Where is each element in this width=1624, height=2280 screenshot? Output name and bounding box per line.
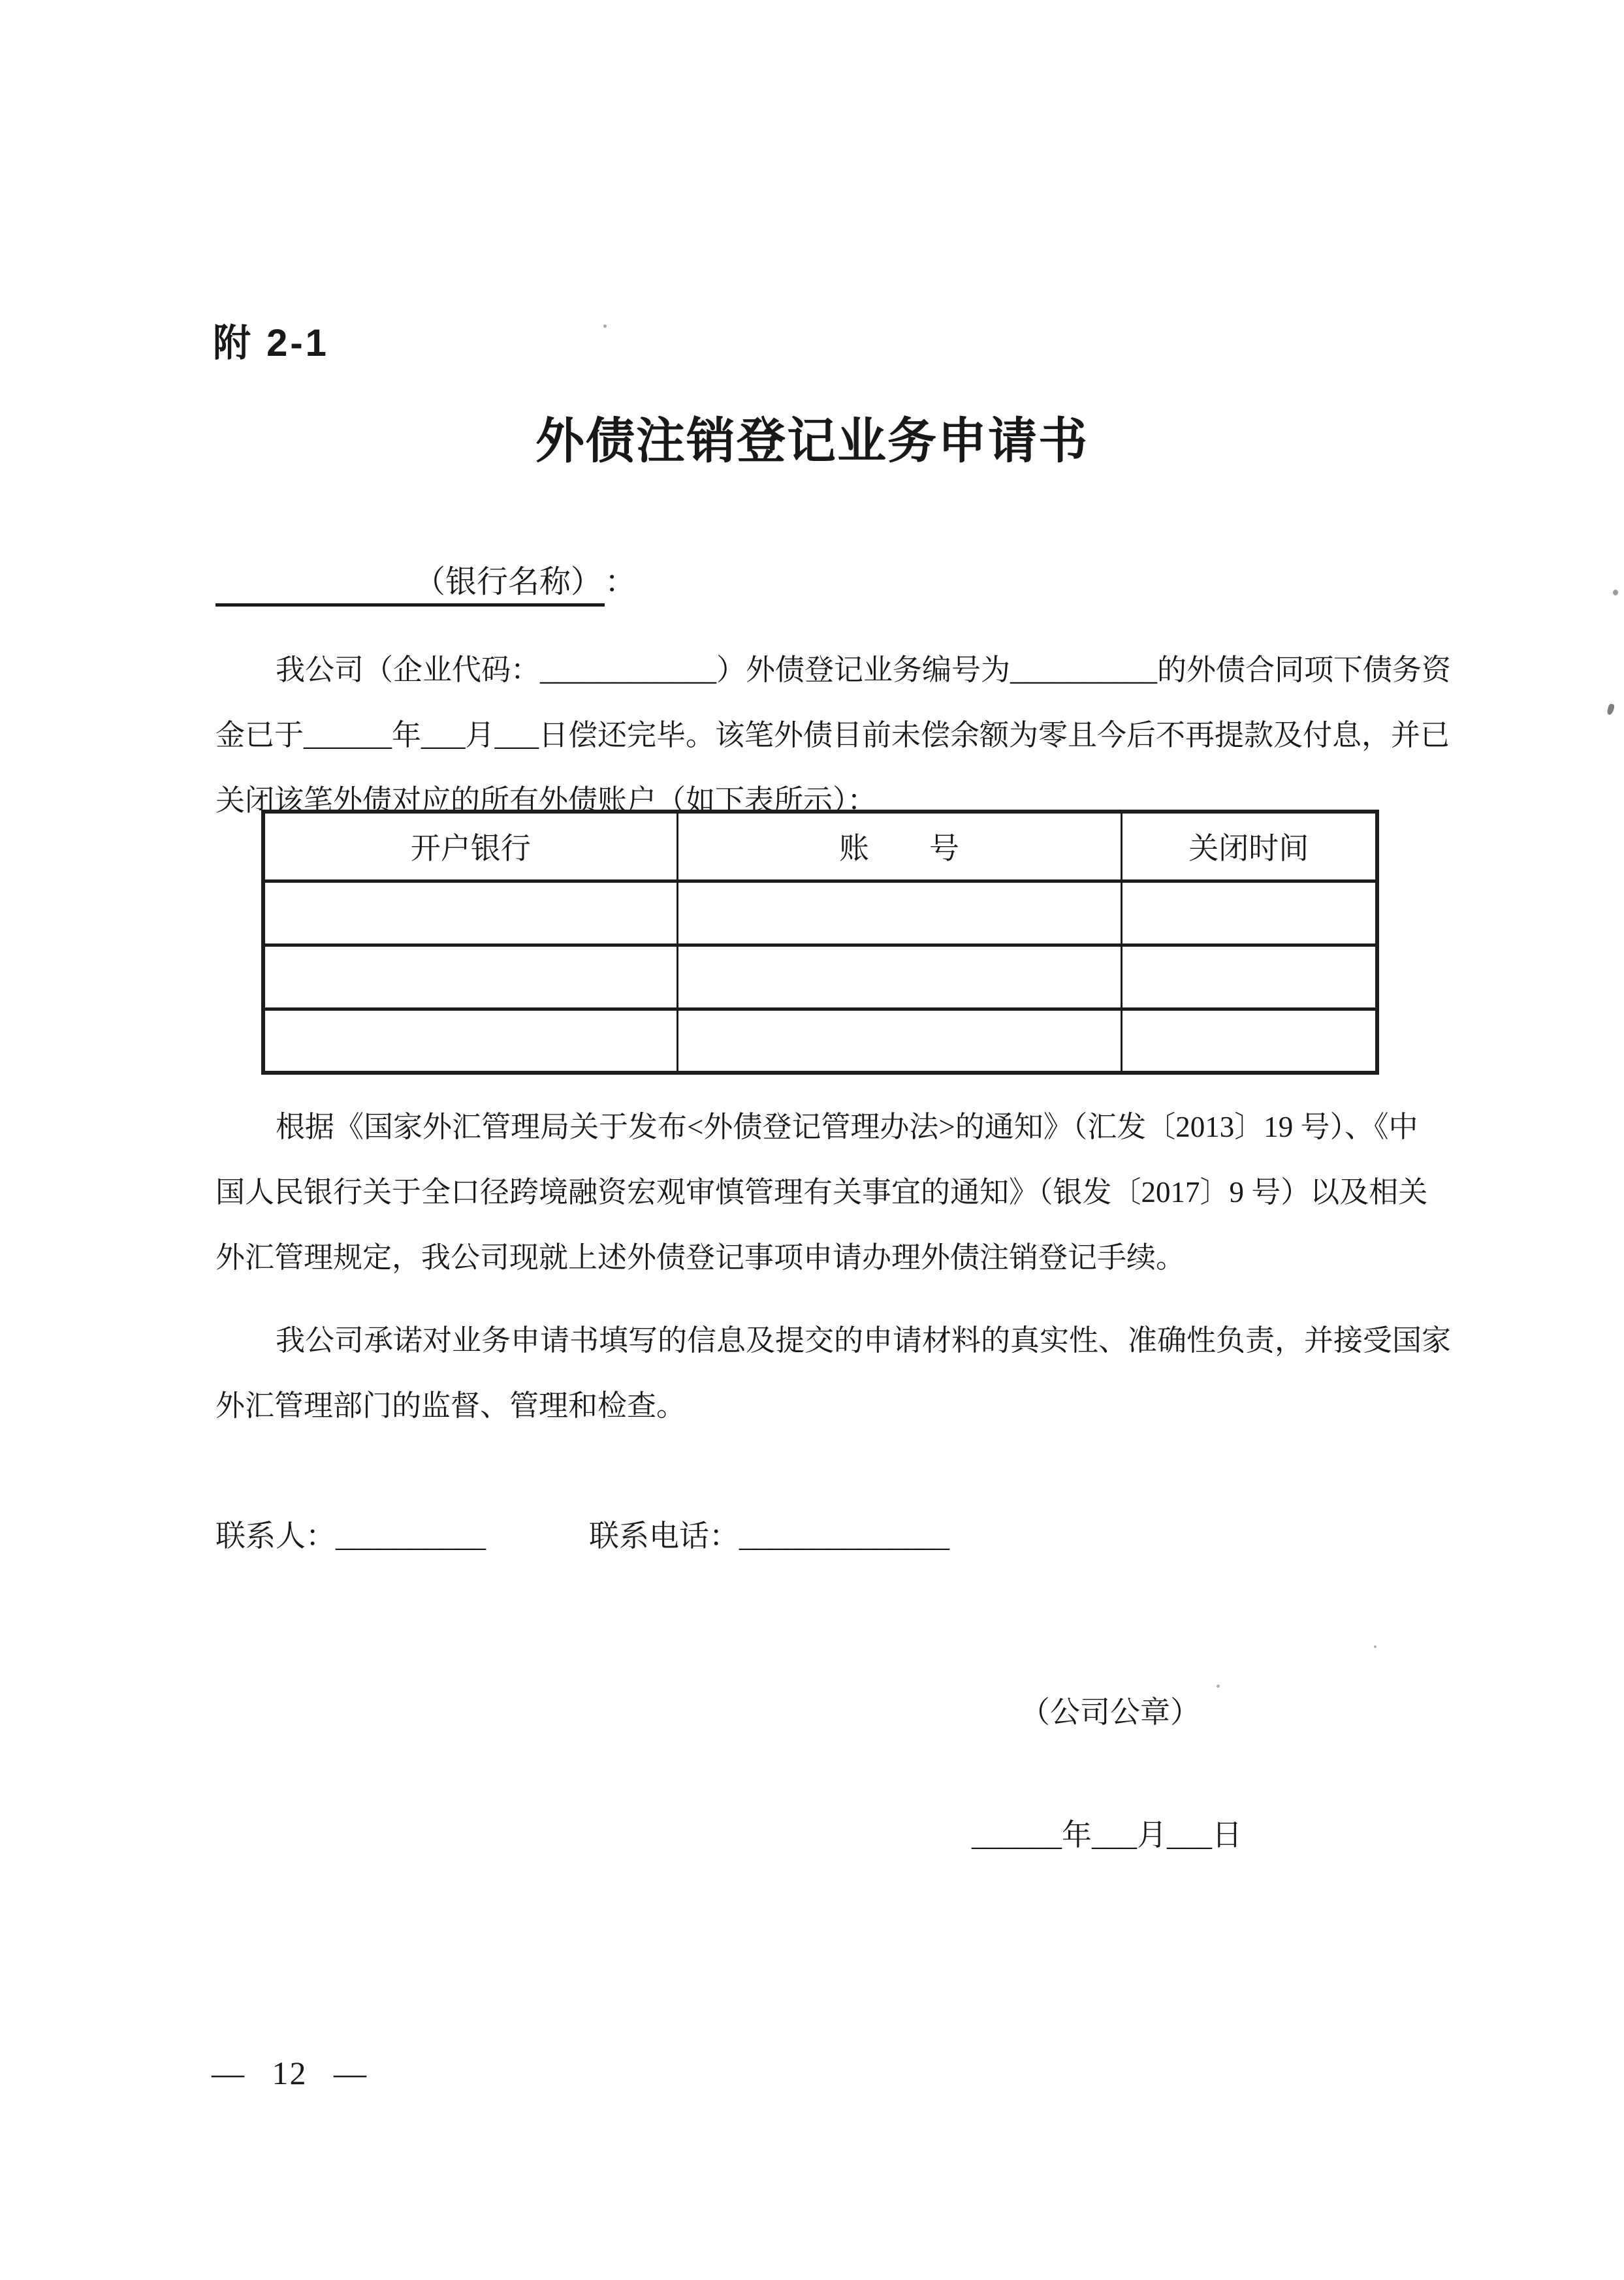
paragraph-line: 国人民银行关于全口径跨境融资宏观审慎管理有关事宜的通知》（银发〔2017〕9 号）以及相关 (215, 1176, 1428, 1209)
paragraph-line: 关闭该笔外债对应的所有外债账户（如下表所示）： (215, 784, 877, 817)
scan-artifact (1613, 590, 1618, 595)
company-seal-note: （公司公章） (1020, 1696, 1200, 1729)
table-header-account-number: 账 号 (677, 812, 1121, 881)
table-cell-empty (1121, 945, 1377, 1009)
contact-name-blank: __________ (336, 1519, 486, 1553)
contact-line (215, 1512, 949, 1555)
table-cell-empty (677, 945, 1121, 1009)
table-cell-empty (677, 881, 1121, 945)
table-cell-empty (677, 1009, 1121, 1073)
paragraph-line: 外汇管理部门的监督、管理和检查。 (215, 1389, 686, 1422)
signature-date-line: ______年___月___日 (972, 1818, 1242, 1852)
bank-name-label: （银行名称） (411, 556, 605, 607)
scan-artifact (603, 325, 607, 328)
table-header-bank: 开户银行 (263, 812, 677, 881)
page-number: — 12 — (212, 2055, 368, 2091)
table-cell-empty (263, 945, 677, 1009)
addressee-line (215, 556, 636, 607)
table-cell-empty (263, 881, 677, 945)
table-header-row (263, 812, 1377, 881)
table-row (263, 1009, 1377, 1073)
paragraph-commitment (215, 1308, 1451, 1438)
paragraph-legal-basis (215, 1094, 1427, 1290)
attachment-label: 附 2-1 (213, 322, 329, 364)
paragraph-line: 我公司承诺对业务申请书填写的信息及提交的申请材料的真实性、准确性负责，并接受国家 (276, 1324, 1452, 1357)
form-title: 外债注销登记业务申请书 (535, 413, 1089, 468)
contact-name-label: 联系人： (215, 1519, 336, 1553)
table-row (263, 945, 1377, 1009)
addressee-colon: ： (605, 565, 637, 599)
table-cell-empty (1121, 1009, 1377, 1073)
bank-name-blank (215, 564, 411, 607)
table-header-close-time: 关闭时间 (1121, 812, 1377, 881)
paragraph-line: 金已于______年___月___日偿还完毕。该笔外债目前未偿余额为零且今后不再提款及付息，并已 (215, 719, 1450, 752)
paragraph-line: 外汇管理规定，我公司现就上述外债登记事项申请办理外债注销登记手续。 (215, 1241, 1186, 1274)
accounts-table (261, 810, 1379, 1075)
table-cell-empty (1121, 881, 1377, 945)
contact-phone-label: 联系电话： (589, 1519, 739, 1553)
table-cell-empty (263, 1009, 677, 1073)
paragraph-repayment (215, 637, 1451, 833)
table-row (263, 881, 1377, 945)
scan-artifact (1217, 1685, 1220, 1688)
scan-artifact (1606, 703, 1616, 716)
paragraph-line: 我公司（企业代码：____________）外债登记业务编号为__________的外债合同项下债务资 (276, 654, 1452, 686)
scan-artifact (1374, 1645, 1377, 1648)
contact-phone-blank: ______________ (739, 1519, 949, 1553)
paragraph-line: 根据《国家外汇管理局关于发布<外债登记管理办法>的通知》（汇发〔2013〕19 号）、《中 (276, 1111, 1418, 1143)
